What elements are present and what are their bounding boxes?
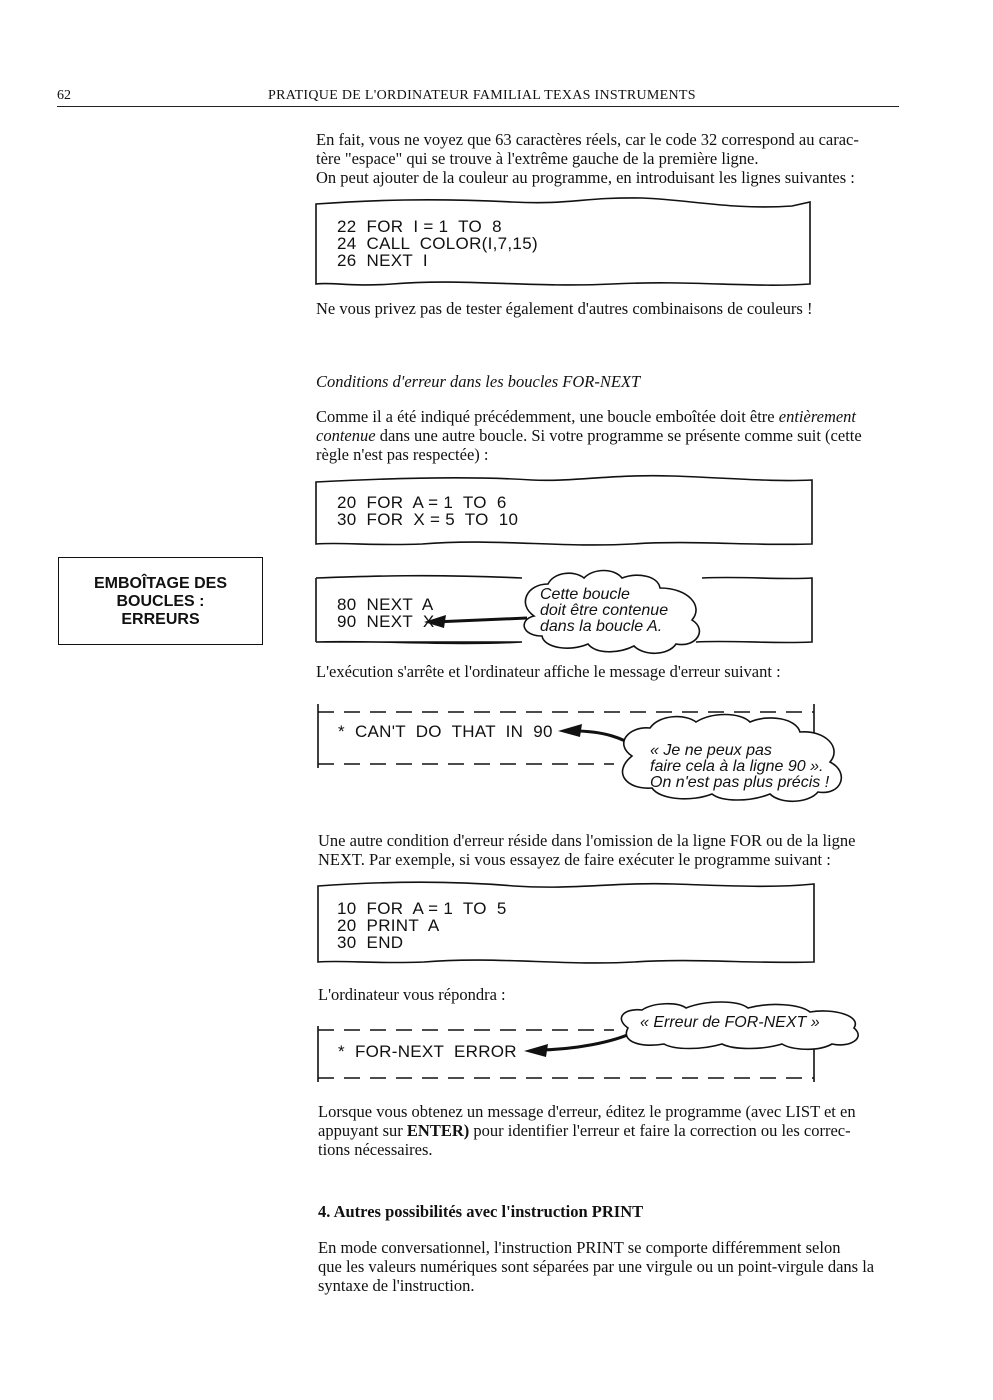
error-intro-paragraph bbox=[316, 407, 918, 464]
code-block-missing-next bbox=[337, 900, 507, 951]
page-number: 62 bbox=[57, 88, 71, 103]
print-paragraph bbox=[318, 1238, 874, 1295]
execution-stop-text: L'exécution s'arrête et l'ordinateur affiche le message d'erreur suivant : bbox=[316, 662, 781, 681]
sidebar-line-1: EMBOÎTAGE DES bbox=[93, 575, 228, 592]
edit-line-1: Lorsque vous obtenez un message d'erreur, éditez le programme (avec LIST et en bbox=[318, 1102, 856, 1121]
edit-line-2 bbox=[318, 1121, 856, 1140]
code-line: 90 NEXT X bbox=[337, 612, 435, 631]
section-heading-error: Conditions d'erreur dans les boucles FOR-NEXT bbox=[316, 372, 641, 391]
bubble-line: faire cela à la ligne 90 ». bbox=[650, 758, 824, 775]
print-line-2: que les valeurs numériques sont séparées par une virgule ou un point-virgule dans la bbox=[318, 1257, 875, 1276]
emphasis-text: contenue bbox=[316, 426, 376, 445]
error-intro-line-3: règle n'est pas respectée) : bbox=[316, 445, 489, 464]
running-title: PRATIQUE DE L'ORDINATEUR FAMILIAL TEXAS INSTRUMENTS bbox=[268, 88, 696, 103]
intro-line-2: tère "espace" qui se trouve à l'extrême gauche de la première ligne. bbox=[316, 149, 759, 168]
error-message-2: * FOR-NEXT ERROR bbox=[338, 1042, 517, 1061]
bubble-line: « Je ne peux pas bbox=[650, 742, 772, 759]
computer-answers-text: L'ordinateur vous répondra : bbox=[318, 985, 506, 1004]
other-error-line-2: NEXT. Par exemple, si vous essayez de faire exécuter le programme suivant : bbox=[318, 850, 831, 869]
print-line-1: En mode conversationnel, l'instruction PRINT se comporte différemment selon bbox=[318, 1238, 841, 1257]
code-block-color bbox=[337, 218, 538, 269]
bold-key-text: ENTER) bbox=[406, 1121, 470, 1140]
bubble-line: dans la boucle A. bbox=[540, 618, 663, 635]
code-line: 24 CALL COLOR(I,7,15) bbox=[337, 234, 538, 253]
other-error-line-1: Une autre condition d'erreur réside dans l'omission de la ligne FOR ou de la ligne bbox=[318, 831, 856, 850]
sidebar-box bbox=[58, 557, 263, 645]
code-block-nested-top bbox=[337, 494, 518, 528]
emphasis-text: entièrement bbox=[778, 407, 857, 426]
error-intro-line-1 bbox=[316, 407, 918, 426]
bubble-line: doit être contenue bbox=[540, 602, 669, 619]
header-rule bbox=[57, 106, 899, 107]
intro-line-1: En fait, vous ne voyez que 63 caractères réels, car le code 32 correspond au carac- bbox=[316, 130, 859, 149]
print-line-3: syntaxe de l'instruction. bbox=[318, 1276, 475, 1295]
code-line: 22 FOR I = 1 TO 8 bbox=[337, 217, 502, 236]
other-error-paragraph bbox=[318, 831, 855, 869]
text-span: dans une autre boucle. Si votre programme se présente comme suit (cette bbox=[375, 426, 862, 445]
code-line: 10 FOR A = 1 TO 5 bbox=[337, 899, 507, 918]
edit-line-3: tions nécessaires. bbox=[318, 1140, 433, 1159]
bubble-line: Cette boucle bbox=[540, 586, 630, 603]
callout-bubble-loop bbox=[540, 587, 668, 635]
code-line: 26 NEXT I bbox=[337, 251, 428, 270]
code-line: 20 FOR A = 1 TO 6 bbox=[337, 493, 507, 512]
sidebar-line-3: ERREURS bbox=[121, 611, 200, 628]
text-span: appuyant sur bbox=[318, 1121, 407, 1140]
callout-bubble-error-1 bbox=[650, 743, 829, 791]
text-span: Comme il a été indiqué précédemment, une boucle emboîtée doit être bbox=[316, 407, 779, 426]
error-message-1: * CAN'T DO THAT IN 90 bbox=[338, 722, 553, 741]
sidebar-line-2: BOUCLES : bbox=[116, 593, 205, 610]
code-line: 80 NEXT A bbox=[337, 595, 434, 614]
bubble-line: On n'est pas plus précis ! bbox=[650, 774, 830, 791]
after-color-text: Ne vous privez pas de tester également d'autres combinaisons de couleurs ! bbox=[316, 299, 813, 318]
text-span: pour identifier l'erreur et faire la correction ou les correc- bbox=[469, 1121, 851, 1140]
code-block-nested-bottom bbox=[337, 596, 434, 630]
code-line: 20 PRINT A bbox=[337, 916, 440, 935]
error-intro-line-2 bbox=[316, 426, 918, 445]
intro-line-3: On peut ajouter de la couleur au programme, en introduisant les lignes suivantes : bbox=[316, 168, 855, 187]
edit-paragraph bbox=[318, 1102, 856, 1159]
section-heading-print: 4. Autres possibilités avec l'instruction PRINT bbox=[318, 1202, 644, 1221]
code-line: 30 FOR X = 5 TO 10 bbox=[337, 510, 519, 529]
callout-bubble-error-2: « Erreur de FOR-NEXT » bbox=[640, 1014, 820, 1031]
intro-paragraph bbox=[316, 130, 916, 187]
code-line: 30 END bbox=[337, 933, 404, 952]
